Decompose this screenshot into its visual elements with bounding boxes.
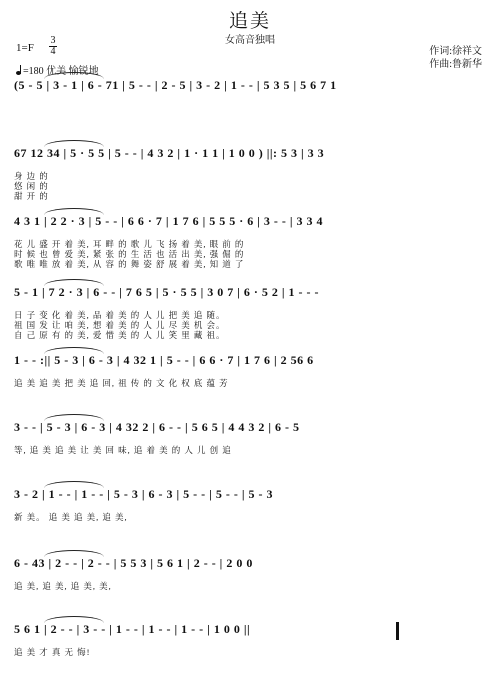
final-barline — [396, 622, 399, 640]
score-line — [14, 487, 490, 547]
lyric-row: 悠 闲 的 — [14, 181, 49, 191]
score-line — [14, 353, 490, 413]
slur-mark — [44, 72, 104, 79]
score-line — [14, 146, 490, 206]
time-signature — [49, 36, 57, 57]
notation-row: 67 12 34 | 5 · 5 5 | 5 - - | 4 3 2 | 1 · 1 1 | 1 0 0 ) ||: 5 3 | 3 3 — [14, 146, 325, 160]
score-line — [14, 420, 490, 480]
notation-row: 3 - 2 | 1 - - | 1 - - | 5 - 3 | 6 - 3 | 5 - - | 5 - - | 5 - 3 — [14, 487, 273, 501]
lyric-row: 追 美 才 真 无 悔! — [14, 647, 91, 657]
lyric-row: 等, 追 美 追 美 让 美 回 味, 追 着 美 的 人 儿 创 追 — [14, 445, 232, 455]
tempo-text: =180 优美 愉锐地 — [23, 66, 99, 77]
slur-mark — [44, 208, 104, 215]
key-signature: 1=F — [16, 42, 34, 54]
lyric-row: 新 美。 追 美 追 美, 追 美, — [14, 512, 128, 522]
slur-mark — [44, 550, 104, 557]
slur-mark — [44, 140, 104, 147]
composer: 作曲:鲁新华 — [429, 59, 482, 70]
notation-row: (5 - 5 | 3 - 1 | 6 - 71 | 5 - - | 2 - 5 | 3 - 2 | 1 - - | 5 3 5 | 5 6 7 1 — [14, 78, 337, 92]
lyric-row: 追 美 追 美 把 美 追 回, 祖 传 的 文 化 权 底 蕴 芳 — [14, 378, 229, 388]
notation-row: 3 - - | 5 - 3 | 6 - 3 | 4 32 2 | 6 - - | 5 6 5 | 4 4 3 2 | 6 - 5 — [14, 420, 300, 434]
lyric-row: 自 己 原 有 的 美, 爱 惜 美 的 人 儿 笑 里 藏 祖。 — [14, 330, 226, 340]
score-line — [14, 285, 490, 345]
notation-row: 4 3 1 | 2 2 · 3 | 5 - - | 6 6 · 7 | 1 7 6 | 5 5 5 · 6 | 3 - - | 3 3 4 — [14, 214, 323, 228]
notation-row: 1 - - :|| 5 - 3 | 6 - 3 | 4 32 1 | 5 - - | 6 6 · 7 | 1 7 6 | 2 56 6 — [14, 353, 314, 367]
quarter-note-icon — [16, 71, 21, 75]
time-bottom: 4 — [50, 46, 56, 57]
score-line — [14, 78, 490, 138]
slur-mark — [44, 279, 104, 286]
score-line — [14, 214, 490, 274]
song-subtitle: 女高音独唱 — [225, 35, 275, 46]
lyric-row: 日 子 变 化 着 美, 品 着 美 的 人 儿 把 美 追 随。 — [14, 310, 226, 320]
slur-mark — [44, 481, 104, 488]
lyric-row: 甜 开 的 — [14, 191, 49, 201]
slur-mark — [44, 414, 104, 421]
lyric-row: 身 边 的 — [14, 171, 49, 181]
lyric-row: 时 候 也 曾 爱 美, 紧 张 的 生 活 也 活 出 美, 强 倔 的 — [14, 249, 245, 259]
slur-mark — [44, 616, 104, 623]
lyric-row: 祖 国 发 让 咱 美, 想 着 美 的 人 儿 尽 美 机 会。 — [14, 320, 226, 330]
notation-row: 5 - 1 | 7 2 · 3 | 6 - - | 7 6 5 | 5 · 5 5 | 3 0 7 | 6 · 5 2 | 1 - - - — [14, 285, 319, 299]
lyric-row: 花 儿 盛 开 着 美, 耳 畔 的 歌 儿 飞 扬 着 美, 眼 前 的 — [14, 239, 245, 249]
score-line — [14, 556, 490, 616]
lyricist: 作词:徐祥文 — [429, 46, 482, 57]
time-top: 3 — [50, 35, 56, 46]
lyric-row: 追 美, 追 美, 追 美, 美, — [14, 581, 112, 591]
notation-row: 5 6 1 | 2 - - | 3 - - | 1 - - | 1 - - | 1 - - | 1 0 0 || — [14, 622, 251, 636]
score-line — [14, 622, 490, 682]
lyric-row: 歌 唯 唯 放 着 美, 从 容 的 舞 姿 舒 展 着 美, 知 道 了 — [14, 259, 245, 269]
slur-mark — [44, 347, 104, 354]
song-title: 追美 — [228, 11, 271, 32]
notation-row: 6 - 43 | 2 - - | 2 - - | 5 5 3 | 5 6 1 | 2 - - | 2 0 0 — [14, 556, 253, 570]
